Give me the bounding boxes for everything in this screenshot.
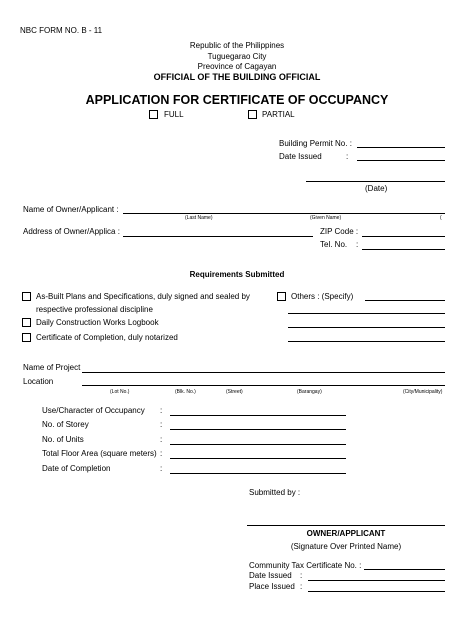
last-name-caption: (Last Name) bbox=[185, 215, 213, 221]
completion-date-field[interactable] bbox=[170, 473, 346, 474]
signature-caption: (Signature Over Printed Name) bbox=[290, 542, 402, 551]
occupancy-field[interactable] bbox=[170, 415, 346, 416]
logbook-label: Daily Construction Works Logbook bbox=[36, 318, 159, 327]
owner-address-field[interactable] bbox=[123, 236, 313, 237]
asbuilt-checkbox[interactable] bbox=[22, 292, 31, 301]
certificate-label: Certificate of Completion, duly notarized bbox=[36, 333, 178, 342]
owner-name-field[interactable] bbox=[123, 213, 445, 214]
building-permit-field[interactable] bbox=[357, 147, 445, 148]
storey-label: No. of Storey bbox=[42, 420, 89, 429]
tel-no-label: Tel. No. bbox=[320, 240, 348, 249]
ctc-date-issued-field[interactable] bbox=[308, 580, 445, 581]
location-field[interactable] bbox=[82, 385, 445, 386]
place-issued-field[interactable] bbox=[308, 591, 445, 592]
signature-field[interactable] bbox=[247, 525, 445, 526]
owner-name-label: Name of Owner/Applicant : bbox=[23, 205, 119, 214]
form-number: NBC FORM NO. B - 11 bbox=[20, 26, 103, 35]
others-field-3[interactable] bbox=[288, 327, 445, 328]
zip-code-field[interactable] bbox=[362, 236, 445, 237]
others-label: Others : (Specify) bbox=[291, 292, 354, 301]
others-checkbox[interactable] bbox=[277, 292, 286, 301]
ctc-field[interactable] bbox=[364, 569, 445, 570]
ctc-date-issued-colon: : bbox=[300, 571, 303, 580]
occupancy-label: Use/Character of Occupancy bbox=[42, 406, 145, 415]
permit-date-issued-colon: : bbox=[346, 152, 349, 161]
tel-no-colon: : bbox=[356, 240, 359, 249]
requirements-title: Requirements Submitted bbox=[189, 270, 285, 279]
floor-area-label: Total Floor Area (square meters) bbox=[42, 449, 157, 458]
province-text: Preovince of Cagayan bbox=[197, 62, 277, 71]
floor-area-colon: : bbox=[160, 449, 163, 458]
office-title: OFFICIAL OF THE BUILDING OFFICIAL bbox=[153, 72, 321, 82]
place-issued-label: Place Issued bbox=[249, 582, 295, 591]
city-caption: (City/Municipality) bbox=[403, 389, 443, 395]
permit-date-issued-label: Date Issued bbox=[279, 152, 322, 161]
blk-caption: (Blk. No.) bbox=[175, 389, 196, 395]
full-label: FULL bbox=[164, 110, 184, 119]
occupancy-colon: : bbox=[160, 406, 163, 415]
completion-date-colon: : bbox=[160, 464, 163, 473]
ctc-date-issued-label: Date Issued bbox=[249, 571, 292, 580]
project-name-label: Name of Project bbox=[23, 363, 81, 372]
lot-caption: (Lot No.) bbox=[110, 389, 130, 395]
others-field-4[interactable] bbox=[288, 341, 445, 342]
others-field-2[interactable] bbox=[288, 313, 445, 314]
date-caption: (Date) bbox=[365, 184, 388, 193]
floor-area-field[interactable] bbox=[170, 458, 346, 459]
zip-code-label: ZIP Code : bbox=[320, 227, 359, 236]
asbuilt-label-cont: respective professional discipline bbox=[36, 305, 153, 314]
date-line[interactable] bbox=[306, 181, 445, 182]
owner-applicant-label: OWNER/APPLICANT bbox=[306, 529, 386, 538]
place-issued-colon: : bbox=[300, 582, 303, 591]
submitted-by-label: Submitted by : bbox=[249, 488, 301, 497]
partial-checkbox[interactable] bbox=[248, 110, 257, 119]
units-colon: : bbox=[160, 435, 163, 444]
paren-caption: ( bbox=[440, 215, 442, 221]
storey-colon: : bbox=[160, 420, 163, 429]
owner-address-label: Address of Owner/Applica : bbox=[23, 227, 120, 236]
storey-field[interactable] bbox=[170, 429, 346, 430]
permit-date-issued-field[interactable] bbox=[357, 160, 445, 161]
republic-text: Republic of the Philippines bbox=[189, 41, 285, 50]
given-name-caption: (Given Name) bbox=[310, 215, 342, 221]
location-label: Location bbox=[23, 377, 54, 386]
units-label: No. of Units bbox=[42, 435, 84, 444]
tel-no-field[interactable] bbox=[362, 249, 445, 250]
asbuilt-label: As-Built Plans and Specifications, duly signed and sealed by bbox=[36, 292, 250, 301]
partial-label: PARTIAL bbox=[262, 110, 295, 119]
others-field-1[interactable] bbox=[365, 300, 445, 301]
certificate-checkbox[interactable] bbox=[22, 333, 31, 342]
project-name-field[interactable] bbox=[82, 372, 445, 373]
units-field[interactable] bbox=[170, 444, 346, 445]
city-text: Tuguegarao City bbox=[207, 52, 267, 61]
street-caption: (Street) bbox=[226, 389, 243, 395]
completion-date-label: Date of Completion bbox=[42, 464, 111, 473]
barangay-caption: (Barangay) bbox=[297, 389, 322, 395]
full-checkbox[interactable] bbox=[149, 110, 158, 119]
page-title: APPLICATION FOR CERTIFICATE OF OCCUPANCY bbox=[85, 93, 389, 107]
ctc-label: Community Tax Certificate No. : bbox=[249, 561, 362, 570]
building-permit-label: Building Permit No. : bbox=[279, 139, 352, 148]
logbook-checkbox[interactable] bbox=[22, 318, 31, 327]
